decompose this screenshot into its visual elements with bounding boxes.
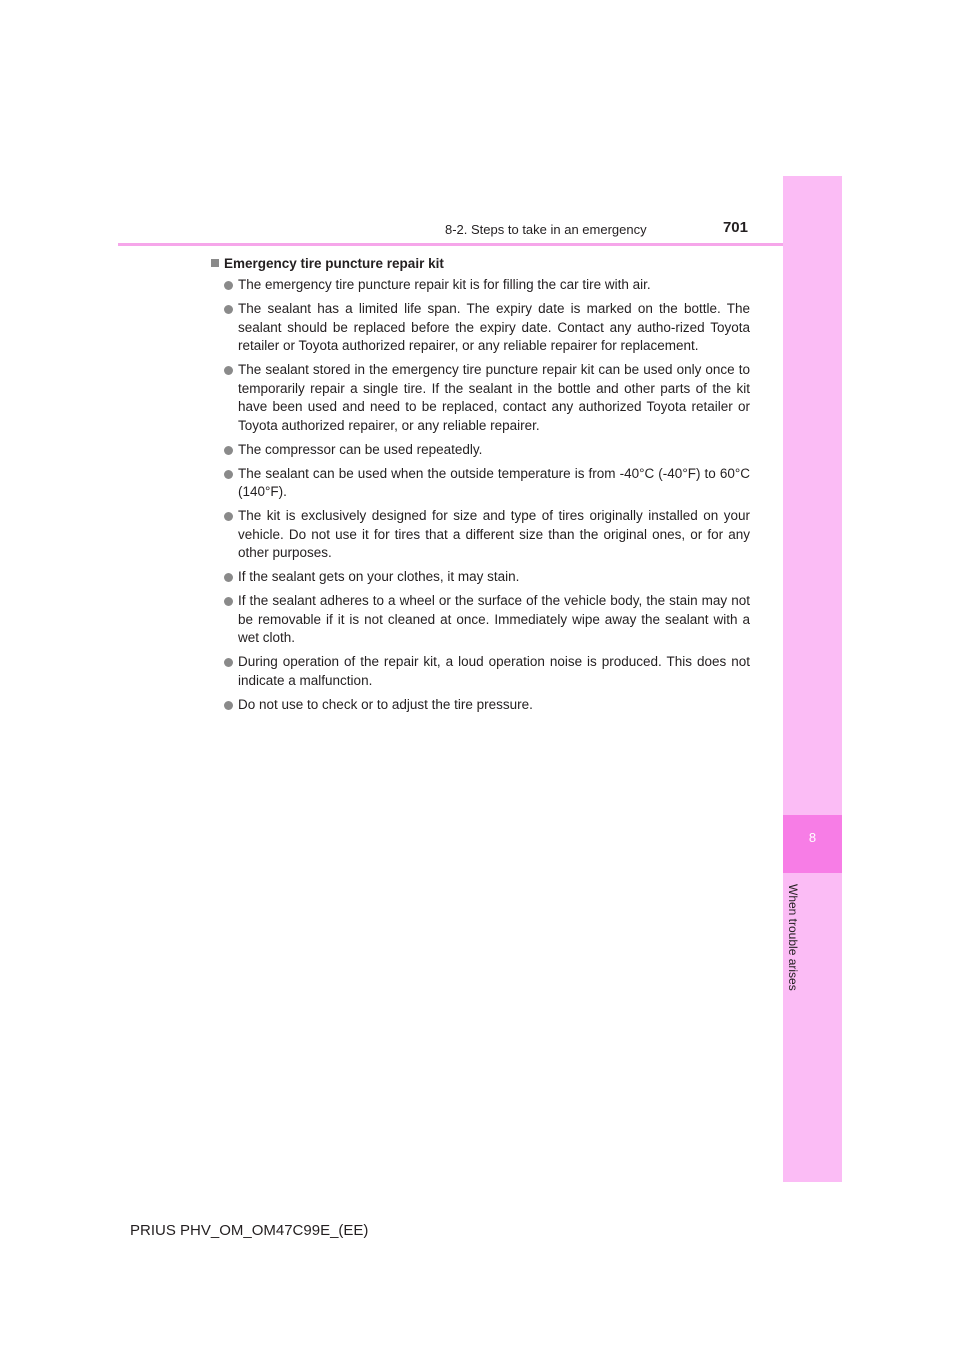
list-item: The compressor can be used repeatedly.	[210, 441, 750, 460]
bullet-dot-icon	[224, 573, 233, 582]
section-title: 8-2. Steps to take in an emergency	[445, 222, 647, 237]
chapter-label: When trouble arises	[786, 884, 800, 991]
list-item: The kit is exclusively designed for size and type of tires originally installed on your vehicle. Do not use it for tires that a different size than the original ones, or for any other purposes.	[210, 507, 750, 563]
chapter-number: 8	[808, 830, 817, 845]
square-bullet-icon	[211, 259, 219, 267]
list-item: The sealant stored in the emergency tire puncture repair kit can be used only once to temporarily repair a single tire. If the sealant in the bottle and other parts of the kit have been used and need to be replaced, contact any authorized Toyota retailer or Toyota authorized repairer, or any reliable repairer.	[210, 361, 750, 435]
section-heading	[210, 254, 750, 273]
list-item: During operation of the repair kit, a loud operation noise is produced. This does not indicate a malfunction.	[210, 653, 750, 690]
document-code: PRIUS PHV_OM_OM47C99E_(EE)	[130, 1222, 369, 1239]
list-item: The emergency tire puncture repair kit is for filling the car tire with air.	[210, 276, 750, 295]
bullet-dot-icon	[224, 305, 233, 314]
bullet-dot-icon	[224, 281, 233, 290]
bullet-dot-icon	[224, 701, 233, 710]
list-item: If the sealant gets on your clothes, it may stain.	[210, 568, 750, 587]
side-tab	[783, 176, 842, 1182]
page-content	[210, 254, 750, 720]
list-item: The sealant can be used when the outside temperature is from -40°C (-40°F) to 60°C (140°F).	[210, 465, 750, 502]
list-item: The sealant has a limited life span. The expiry date is marked on the bottle. The sealant should be replaced before the expiry date. Contact any autho-rized Toyota retailer or Toyota authorized repairer, or any reliable repairer for replacement.	[210, 300, 750, 356]
bullet-dot-icon	[224, 658, 233, 667]
bullet-dot-icon	[224, 366, 233, 375]
bullet-list	[210, 276, 750, 714]
bullet-dot-icon	[224, 470, 233, 479]
list-item: If the sealant adheres to a wheel or the surface of the vehicle body, the stain may not be removable if it is not cleaned at once. Immediately wipe away the sealant with a wet cloth.	[210, 592, 750, 648]
list-item: Do not use to check or to adjust the tire pressure.	[210, 696, 750, 715]
page-number: 701	[722, 219, 748, 236]
bullet-dot-icon	[224, 597, 233, 606]
header-rule	[118, 243, 783, 246]
section-heading-text: Emergency tire puncture repair kit	[224, 256, 444, 271]
bullet-dot-icon	[224, 512, 233, 521]
bullet-dot-icon	[224, 446, 233, 455]
